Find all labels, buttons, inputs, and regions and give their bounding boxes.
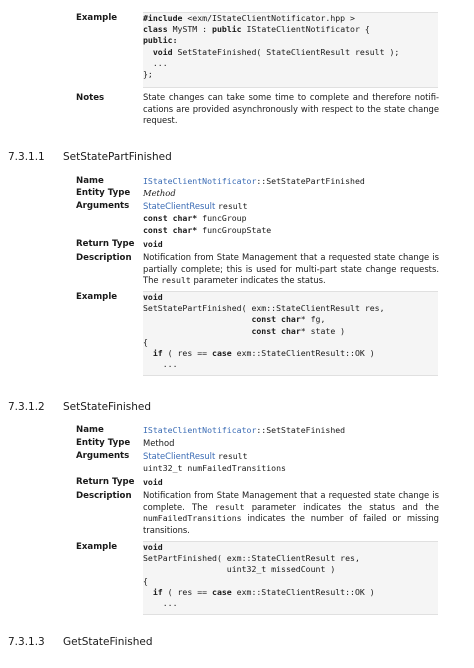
arg-type-link[interactable]: StateClientResult bbox=[143, 201, 216, 211]
argument-1: StateClientResult result bbox=[143, 201, 248, 211]
description-label: Description bbox=[76, 491, 132, 501]
example-label: Example bbox=[76, 542, 118, 552]
arguments-label: Arguments bbox=[76, 201, 130, 211]
notes-label: Notes bbox=[76, 93, 105, 103]
return-type-label: Return Type bbox=[76, 477, 135, 487]
argument-3: const char* funcGroupState bbox=[143, 225, 272, 235]
code-block-include: #include <exm/IStateClientNotificator.hpp > class MySTM : public IStateClientNotificator { public: void SetStateFinished( StateClientResult result ); ... }; bbox=[143, 12, 438, 88]
section-title: GetStateFinished bbox=[63, 636, 153, 648]
arguments-label: Arguments bbox=[76, 451, 130, 461]
name-value: IStateClientNotificator::SetStateFinished bbox=[143, 425, 346, 435]
example-label: Example bbox=[76, 13, 118, 23]
description-text: Notification from State Management that a requested state change is partially complete; this is used for multi-part state change requests. The result parameter indicates the status. bbox=[143, 252, 439, 286]
argument-2: uint32_t numFailedTransitions bbox=[143, 463, 286, 473]
code-block-example: void SetStatePartFinished( exm::StateClientResult res, const char* fg, const char* state ) { if ( res == case exm::StateClientResult::OK ) ... bbox=[143, 291, 438, 376]
description-label: Description bbox=[76, 253, 132, 263]
section-heading bbox=[8, 636, 153, 648]
section-title: SetStatePartFinished bbox=[63, 151, 172, 163]
code-line: #include bbox=[143, 13, 183, 23]
section-number: 7.3.1.1 bbox=[8, 151, 45, 163]
section-title: SetStateFinished bbox=[63, 401, 152, 413]
entity-type-value: Method bbox=[143, 188, 176, 198]
name-label: Name bbox=[76, 176, 104, 186]
entity-type-label: Entity Type bbox=[76, 438, 131, 448]
code-block-example: void SetPartFinished( exm::StateClientResult res, uint32_t missedCount ) { if ( res == case exm::StateClientResult::OK ) ... bbox=[143, 541, 438, 615]
example-label: Example bbox=[76, 292, 118, 302]
entity-type-value: Method bbox=[143, 438, 175, 448]
code-line: <exm/IStateClientNotificator.hpp > bbox=[187, 13, 355, 23]
return-type-value: void bbox=[143, 239, 163, 249]
entity-type-label: Entity Type bbox=[76, 188, 131, 198]
name-label: Name bbox=[76, 425, 104, 435]
name-value: IStateClientNotificator::SetStatePartFinished bbox=[143, 176, 365, 186]
argument-1: StateClientResult result bbox=[143, 451, 248, 461]
return-type-value: void bbox=[143, 477, 163, 487]
arg-type-link[interactable]: StateClientResult bbox=[143, 451, 216, 461]
notes-text: State changes can take some time to complete and therefore notifi-cations are provided asynchronously with respect to the state change request. bbox=[143, 92, 439, 126]
return-type-label: Return Type bbox=[76, 239, 135, 249]
section-number: 7.3.1.2 bbox=[8, 401, 45, 413]
description-text: Notification from State Management that a requested state change is complete. The result parameter indicates the status and the numFailedTransitions indicates the number of failed or missing transitions. bbox=[143, 490, 439, 535]
section-number: 7.3.1.3 bbox=[8, 636, 45, 648]
argument-2: const char* funcGroup bbox=[143, 213, 247, 223]
section-heading bbox=[8, 151, 172, 163]
section-heading bbox=[8, 401, 151, 413]
